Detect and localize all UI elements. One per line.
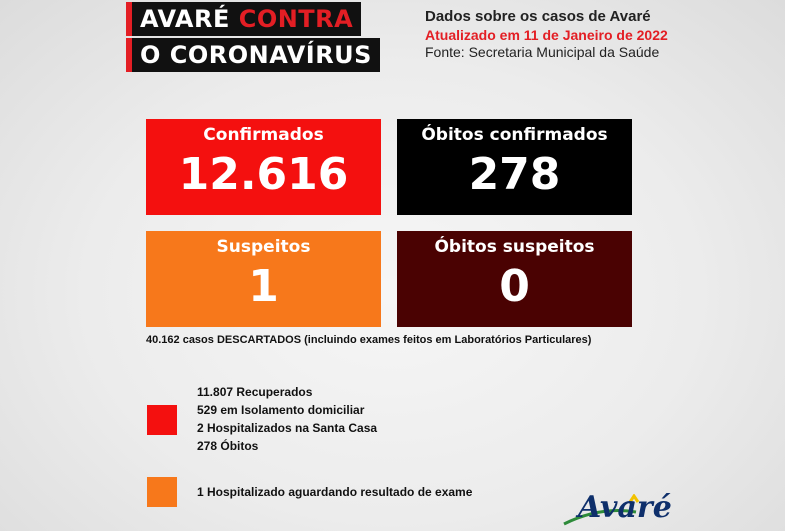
info-block: [425, 8, 668, 60]
logo-text: Avaré: [578, 490, 672, 525]
info-updated: Atualizado em 11 de Janeiro de 2022: [425, 27, 668, 43]
box-label: Suspeitos: [216, 237, 311, 257]
legend-red-square: [147, 405, 177, 435]
box-label: Confirmados: [203, 125, 324, 145]
box-confirmados: [146, 119, 381, 215]
box-value: 0: [499, 261, 530, 312]
box-value: 1: [248, 261, 279, 312]
box-label: Óbitos suspeitos: [434, 237, 595, 257]
box-suspeitos: [146, 231, 381, 327]
title-white: AVARÉ: [140, 5, 230, 33]
hospitalizado-text: 1 Hospitalizado aguardando resultado de exame: [197, 485, 473, 499]
box-value: 278: [468, 149, 561, 200]
title-line-2: O CORONAVÍRUS: [126, 38, 380, 72]
list-item: 2 Hospitalizados na Santa Casa: [197, 421, 378, 435]
box-obitos-suspeitos: [397, 231, 632, 327]
list-item: 278 Óbitos: [197, 439, 259, 453]
legend-orange-square: [147, 477, 177, 507]
title-line-1: [126, 2, 361, 36]
detalhes-list: [197, 383, 377, 455]
list-item: 529 em Isolamento domiciliar: [197, 403, 365, 417]
box-value: 12.616: [178, 149, 349, 200]
box-obitos-confirmados: [397, 119, 632, 215]
box-label: Óbitos confirmados: [421, 125, 608, 145]
descartados-text: 40.162 casos DESCARTADOS (incluindo exames feitos em Laboratórios Particulares): [146, 334, 592, 346]
info-source: Fonte: Secretaria Municipal da Saúde: [425, 44, 660, 60]
info-heading: Dados sobre os casos de Avaré: [425, 8, 651, 25]
avare-logo: [560, 490, 672, 531]
list-item: 11.807 Recuperados: [197, 385, 313, 399]
title-red: CONTRA: [238, 5, 354, 33]
